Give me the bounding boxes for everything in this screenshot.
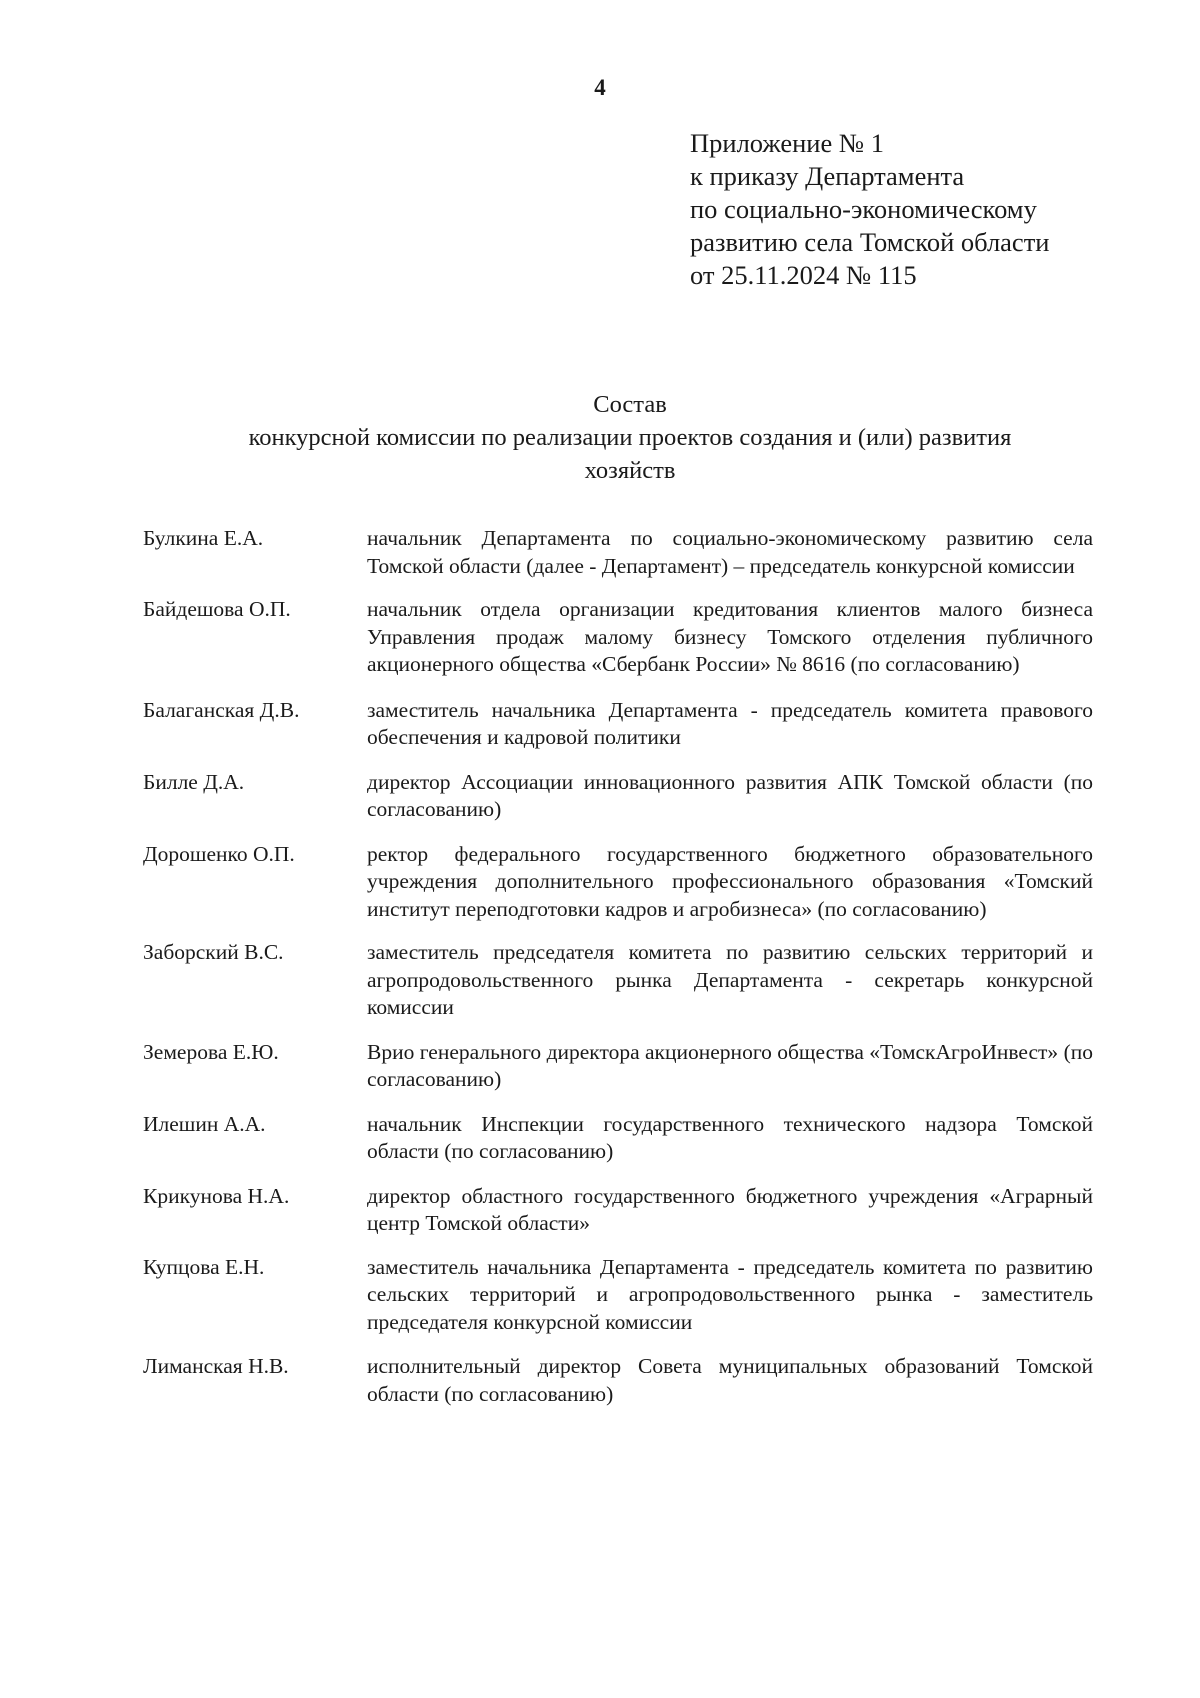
member-row [143,525,1093,580]
member-role: заместитель начальника Департамента - председатель комитета по развитию сельских территорий и агропродовольственного рынка - заместитель председателя конкурсной комиссии [367,1254,1093,1334]
appendix-block [690,127,1160,292]
member-name: Илешин А.А. [143,1111,266,1136]
member-row [143,1254,1093,1337]
member-role: начальник Инспекции государственного технического надзора Томской области (по согласованию) [367,1111,1093,1163]
appendix-line: развитию села Томской области [690,227,1050,257]
document-heading [170,388,1090,487]
appendix-line: Приложение № 1 [690,128,885,158]
appendix-line: по социально-экономическому [690,194,1037,224]
member-name: Балаганская Д.В. [143,697,300,722]
member-role: Врио генерального директора акционерного общества «ТомскАгроИнвест» (по согласованию) [367,1039,1093,1091]
member-name: Крикунова Н.А. [143,1183,290,1208]
member-role: заместитель начальника Департамента - председатель комитета правового обеспечения и кадровой политики [367,697,1093,749]
member-role: заместитель председателя комитета по развитию сельских территорий и агропродовольственного рынка Департамента - секретарь конкурсной комиссии [367,940,1093,1019]
member-row [143,841,1093,924]
members-list [143,525,1093,1408]
member-name: Лиманская Н.В. [143,1354,289,1378]
member-role: начальник отдела организации кредитования клиентов малого бизнеса Управления продаж малому бизнесу Томского отделения публичного акционерного общества «Сбербанк России» № 8616 (по согласованию) [367,597,1093,676]
appendix-line: к приказу Департамента [690,161,965,191]
member-name: Булкина Е.А. [143,526,264,550]
member-row [143,769,1093,824]
member-row [143,939,1093,1022]
member-role: ректор федерального государственного бюджетного образовательного учреждения дополнительного профессионального образования «Томский институт переподготовки кадров и агробизнеса» (по согласованию) [367,841,1093,921]
member-row [143,1111,1093,1166]
member-role: директор Ассоциации инновационного развития АПК Томской области (по согласованию) [367,769,1093,821]
member-name: Земерова Е.Ю. [143,1039,279,1064]
member-row [143,1039,1093,1094]
member-row [143,596,1093,679]
member-name: Дорошенко О.П. [143,841,295,866]
page-number: 4 [594,75,606,100]
member-row [143,1183,1093,1238]
appendix-line: от 25.11.2024 № 115 [690,260,917,290]
member-row [143,1353,1093,1408]
heading-title: Состав [593,391,667,418]
member-name: Билле Д.А. [143,769,245,794]
member-row [143,697,1093,752]
member-role: начальник Департамента по социально-экономическому развитию села Томской области (далее - Департамент) – председатель конкурсной комиссии [367,526,1093,578]
member-name: Купцова Е.Н. [143,1254,265,1279]
member-role: исполнительный директор Совета муниципальных образований Томской области (по согласованию) [367,1354,1093,1406]
member-role: директор областного государственного бюджетного учреждения «Аграрный центр Томской области» [367,1183,1093,1235]
heading-subtitle: конкурсной комиссии по реализации проектов создания и (или) развития [248,424,1012,451]
heading-subtitle: хозяйств [584,457,676,484]
member-name: Заборский В.С. [143,940,284,964]
member-name: Байдешова О.П. [143,597,291,621]
